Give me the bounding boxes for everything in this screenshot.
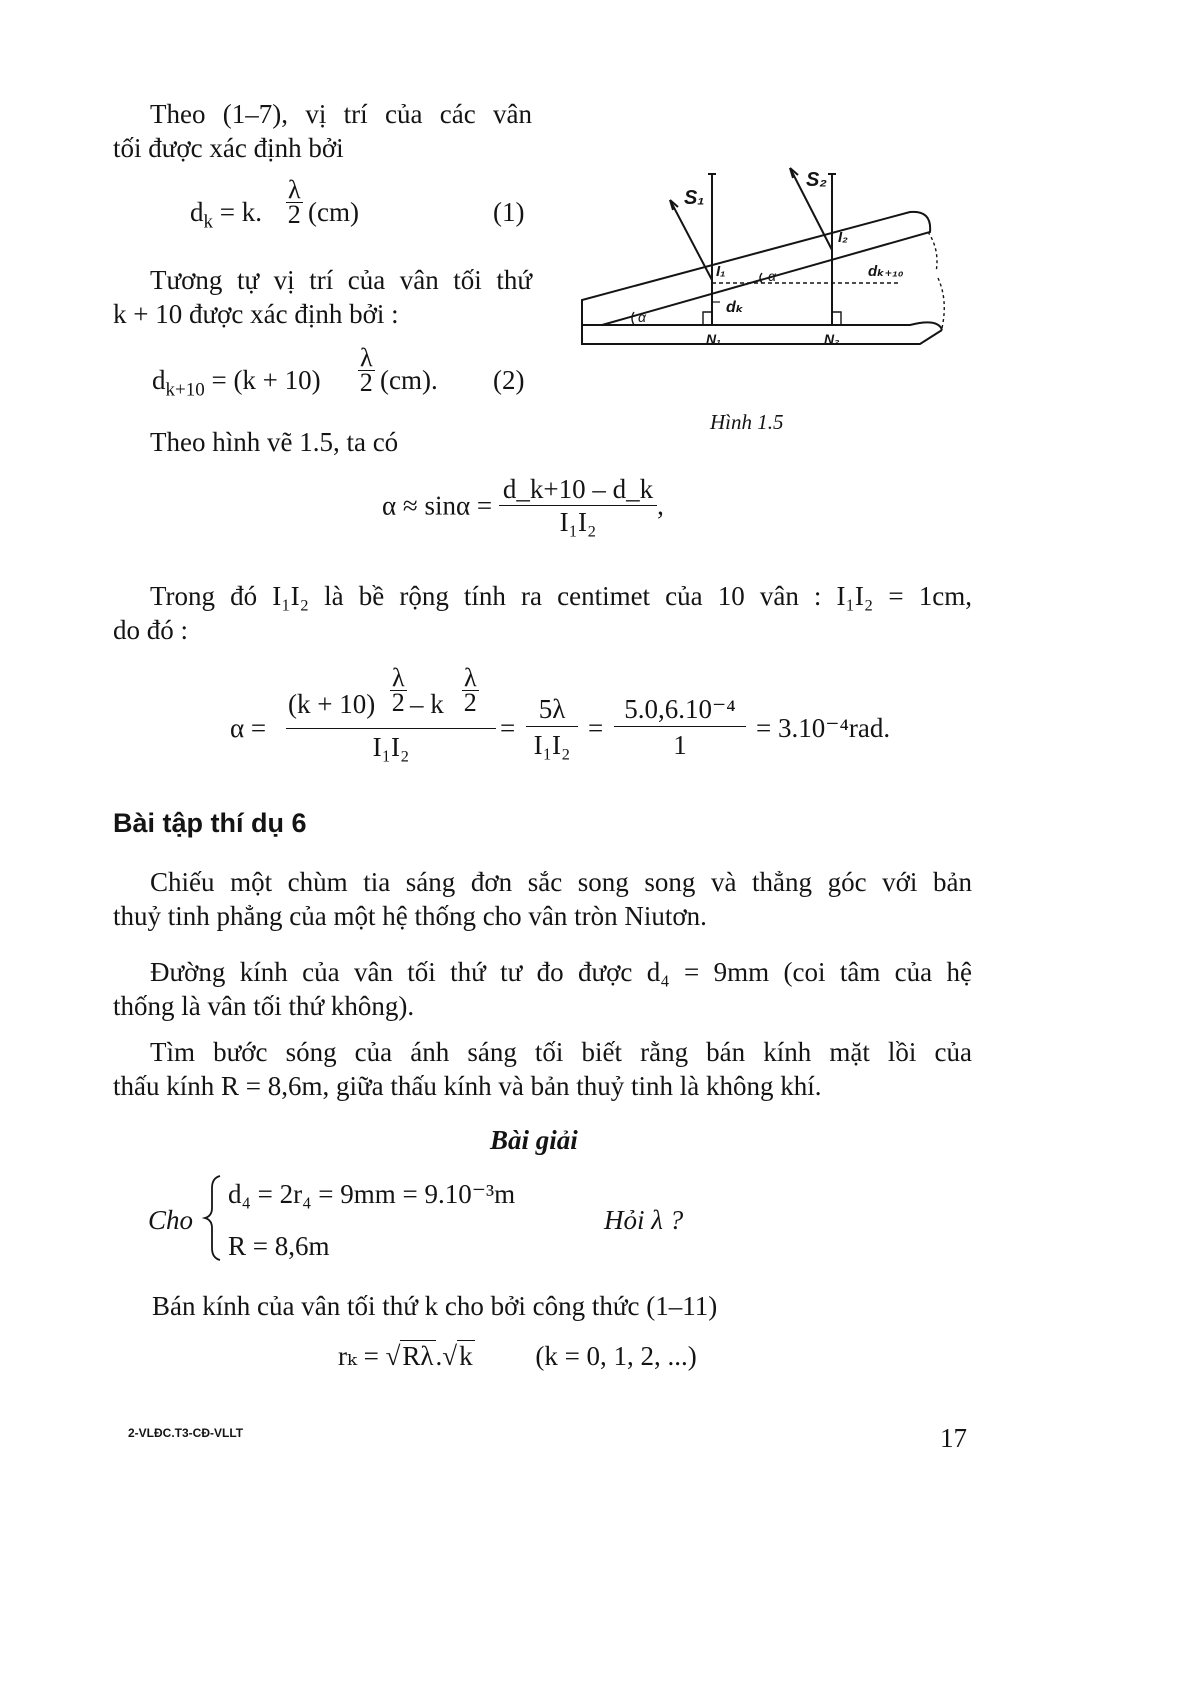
equation-5 [338, 1338, 697, 1374]
solution-line: Bán kính của vân tối thứ k cho bởi công thức (1–11) [152, 1291, 718, 1321]
eq4-f1-num-b: – k [410, 689, 444, 719]
eq4-lam: λ [464, 663, 477, 692]
label-n2: N₂ [824, 331, 840, 347]
eq1-lhs-sub: k [203, 211, 213, 233]
paragraph-line: Tương tự vị trí của vân tối thứ [150, 265, 532, 295]
eq5-root-2: k [459, 1341, 473, 1371]
figure-wedge-diagram [570, 160, 950, 360]
eq4-fraction-1 [286, 658, 496, 765]
eq2-tag: (2) [493, 365, 525, 395]
label-dk10: dₖ₊₁₀ [868, 263, 904, 280]
eq2-num: λ [360, 343, 373, 372]
equation-1 [190, 172, 540, 248]
paragraph-line: Theo (1–7), vị trí của các vân [150, 99, 532, 129]
equation-4 [230, 658, 930, 768]
eq2-fraction [358, 343, 375, 397]
brace-icon [202, 1174, 226, 1262]
eq3-fraction [499, 474, 657, 537]
eq4-lhs: α = [230, 713, 267, 743]
label-i2: I₂ [838, 229, 848, 246]
eq2-lhs: d [152, 365, 166, 395]
label-n1: N₁ [706, 331, 722, 347]
eq2-den: 2 [359, 368, 373, 397]
eq3-trail: , [657, 490, 664, 521]
eq5-lhs: rₖ = [338, 1341, 386, 1371]
equation-2 [152, 340, 542, 416]
eq3-lhs: α ≈ sinα = [382, 490, 499, 521]
label-s1: S₁ [684, 187, 705, 209]
exercise-line: thống là vân tối thứ không). [113, 991, 415, 1021]
label-dk: dₖ [726, 299, 744, 316]
paragraph-line: k + 10 được xác định bởi : [113, 299, 399, 329]
eq4-f1-frac-b [462, 663, 479, 717]
page-number: 17 [940, 1423, 967, 1453]
paragraph-line: Trong đó I₁I₂ là bề rộng tính ra centimet của 10 vân : I₁I₂ = 1cm, [150, 581, 972, 611]
given-label: Cho [148, 1205, 194, 1235]
sqrt-icon: √ [442, 1341, 458, 1371]
paragraph-line: tối được xác định bởi [113, 133, 344, 163]
exercise-line: Chiếu một chùm tia sáng đơn sắc song song và thẳng góc với bản [150, 867, 972, 897]
eq5-root-1: Rλ [402, 1341, 434, 1371]
eq4-f2-num: 5λ [526, 692, 578, 727]
label-i1: I₁ [716, 263, 726, 280]
eq1-mid: = k. [213, 197, 262, 227]
exercise-line: Tìm bước sóng của ánh sáng tối biết rằng bán kính mặt lồi của [150, 1037, 972, 1067]
paragraph-line: do đó : [113, 615, 189, 645]
figure-caption: Hình 1.5 [710, 410, 784, 434]
eq4-result: = 3.10⁻⁴rad. [756, 713, 891, 743]
sqrt-icon: √ [385, 1341, 401, 1371]
eq4-two: 2 [391, 688, 405, 717]
eq1-num: λ [288, 175, 301, 204]
exercise-line: thấu kính R = 8,6m, giữa thấu kính và bản thuỷ tinh là không khí. [113, 1071, 822, 1101]
eq4-equals: = [588, 713, 604, 743]
equation-3 [382, 474, 664, 554]
eq4-f1-num-a: (k + 10) [288, 689, 376, 719]
eq2-mid: = (k + 10) [204, 365, 321, 395]
eq4-lam: λ [392, 663, 405, 692]
label-s2: S₂ [806, 169, 827, 191]
label-alpha-top: α [768, 268, 776, 284]
eq4-f1-frac-a [390, 663, 407, 717]
given-row-2: R = 8,6m [228, 1231, 330, 1261]
eq4-f3-den: 1 [673, 730, 687, 760]
eq4-f1-den: I₁I₂ [372, 732, 410, 762]
given-block [148, 1168, 728, 1268]
label-alpha-left: α [638, 309, 646, 325]
eq1-fraction [286, 175, 303, 229]
paragraph-line: Theo hình vẽ 1.5, ta có [150, 427, 399, 457]
exercise-line: thuỷ tinh phẳng của một hệ thống cho vân tròn Niutơn. [113, 901, 707, 931]
eq5-condition: (k = 0, 1, 2, ...) [535, 1341, 697, 1371]
section-heading: Bài tập thí dụ 6 [113, 808, 307, 838]
eq4-f2-den: I₁I₂ [533, 730, 571, 760]
eq3-den: I₁I₂ [559, 507, 597, 537]
eq4-f3-num: 5.0,6.10⁻⁴ [614, 692, 746, 727]
footer-code: 2-VLĐC.T3-CĐ-VLLT [128, 1426, 244, 1440]
eq1-lhs: d [190, 197, 204, 227]
eq4-fraction-2 [526, 692, 578, 763]
eq3-num: d_k+10 – d_k [499, 474, 657, 506]
eq1-tag: (1) [493, 197, 525, 227]
eq4-two: 2 [463, 688, 477, 717]
bottom-plate [582, 322, 942, 344]
eq5-dot: . [435, 1341, 443, 1371]
solution-title: Bài giải [490, 1125, 578, 1155]
given-ask: Hỏi λ ? [604, 1205, 684, 1235]
eq4-equals: = [500, 713, 516, 743]
given-row-1: d₄ = 2r₄ = 9mm = 9.10⁻³m [228, 1179, 516, 1209]
eq4-fraction-3 [614, 692, 746, 763]
eq1-den: 2 [287, 200, 301, 229]
eq2-lhs-sub: k+10 [165, 379, 205, 401]
eq1-rhs: (cm) [308, 197, 359, 227]
reflected-ray-1 [670, 200, 712, 280]
exercise-line: Đường kính của vân tối thứ tư đo được d₄ = 9mm (coi tâm của hệ [150, 957, 972, 987]
eq2-rhs: (cm). [380, 365, 438, 395]
